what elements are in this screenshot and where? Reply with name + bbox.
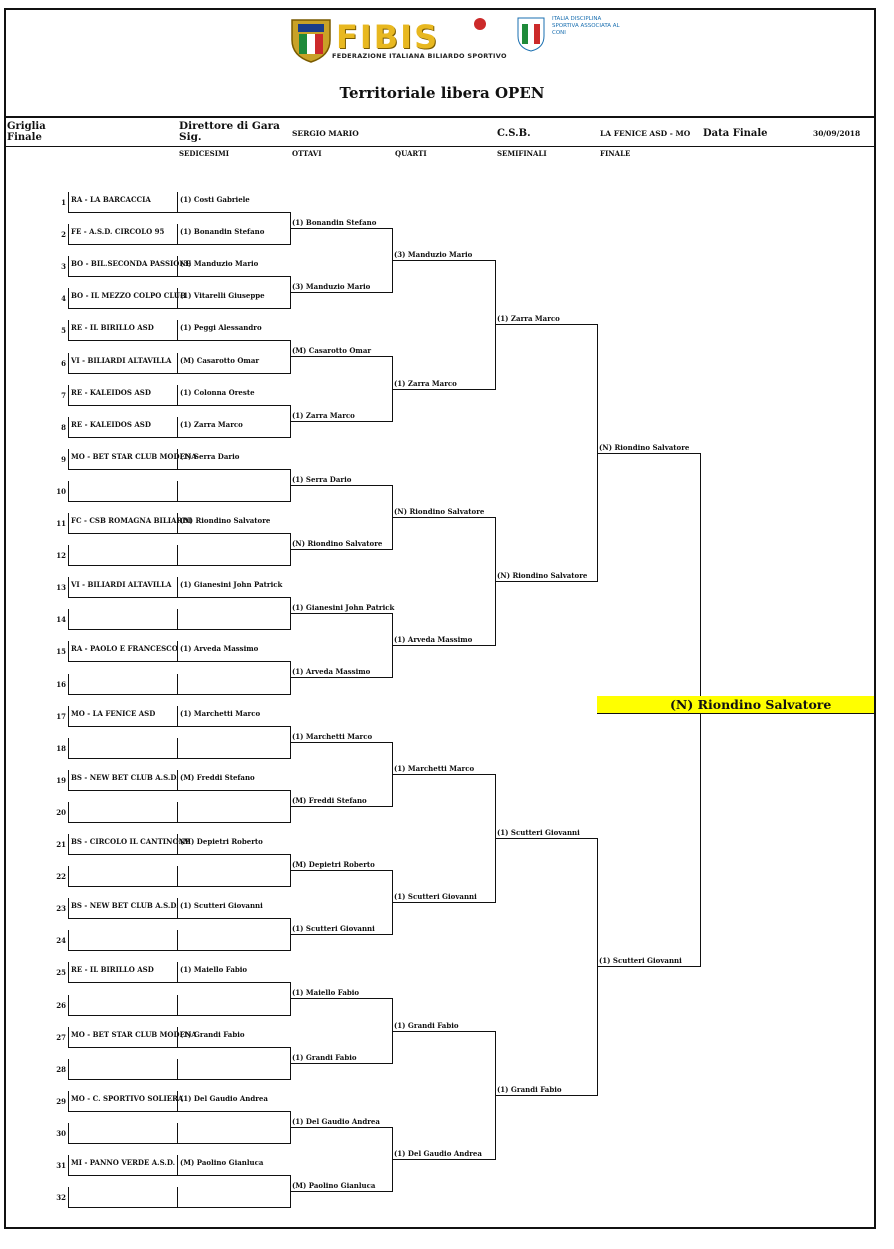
entry-club: VI - BILIARDI ALTAVILLA <box>68 577 178 598</box>
direttore-name: SERGIO MARIO <box>292 129 359 138</box>
coni-logo-text: ITALIA DISCIPLINA SPORTIVA ASSOCIATA AL CONI <box>552 16 620 36</box>
fibis-logo-subtitle: FEDERAZIONE ITALIANA BILIARDO SPORTIVO <box>332 52 507 60</box>
ottavi-winner: (1) Del Gaudio Andrea <box>290 1116 393 1128</box>
ottavi-winner: (1) Zarra Marco <box>290 410 393 422</box>
round-header-semifinali: SEMIFINALI <box>497 149 547 158</box>
data-finale-label: Data Finale <box>703 128 768 139</box>
entry-number: 9 <box>61 454 66 464</box>
entry-player <box>177 1123 291 1144</box>
header-divider <box>4 146 876 147</box>
quarti-winner: (1) Zarra Marco <box>392 378 496 390</box>
fibis-logo-text: FIBIS <box>336 18 440 56</box>
entry-club: RE - IL BIRILLO ASD <box>68 320 178 341</box>
entry-player: (M) Casarotto Omar <box>177 353 291 374</box>
entry-club <box>68 674 178 695</box>
entry-club: FC - CSB ROMAGNA BILIARDI <box>68 513 178 534</box>
entry-player: (M) Freddi Stefano <box>177 770 291 791</box>
ottavi-winner: (N) Riondino Salvatore <box>290 538 393 550</box>
entry-player <box>177 674 291 695</box>
entry-player: (1) Marchetti Marco <box>177 706 291 727</box>
entry-player <box>177 738 291 759</box>
direttore-label: Direttore di Gara Sig. <box>179 120 280 143</box>
round-header-ottavi: OTTAVI <box>292 149 322 158</box>
page-title: Territoriale libera OPEN <box>339 84 545 102</box>
ottavi-winner: (1) Gianesini John Patrick <box>292 603 395 613</box>
entry-player: (1) Serra Dario <box>177 449 291 470</box>
entry-player <box>177 609 291 630</box>
ottavi-winner: (1) Serra Dario <box>290 474 393 486</box>
entry-club: BO - BIL.SECONDA PASSIONE <box>68 256 178 277</box>
entry-player <box>177 802 291 823</box>
entry-player: (1) Del Gaudio Andrea <box>177 1091 291 1112</box>
ottavi-winner: (1) Maiello Fabio <box>290 987 393 999</box>
entry-number: 26 <box>56 1000 66 1010</box>
title-divider <box>4 116 876 118</box>
entry-number: 16 <box>56 679 66 689</box>
entry-club <box>68 1059 178 1080</box>
data-finale-value: 30/09/2018 <box>813 129 861 138</box>
semifinali-connector <box>495 775 496 903</box>
entry-club: MO - C. SPORTIVO SOLIERA <box>68 1091 178 1112</box>
coni-shield-icon <box>516 16 546 52</box>
entry-player: (M) Depietri Roberto <box>177 834 291 855</box>
ottavi-winner: (1) Arveda Massimo <box>290 666 393 678</box>
entry-player <box>177 930 291 951</box>
quarti-winner: (1) Grandi Fabio <box>392 1020 496 1032</box>
semifinali-winner: (1) Scutteri Giovanni <box>495 827 598 839</box>
entry-number: 2 <box>61 230 66 240</box>
entry-number: 12 <box>56 551 66 561</box>
entry-number: 11 <box>56 519 66 528</box>
ottavi-winner: (1) Bonandin Stefano <box>290 217 393 229</box>
finale-winner: (N) Riondino Salvatore <box>597 442 701 454</box>
entry-number: 4 <box>61 294 66 304</box>
entry-club: RA - LA BARCACCIA <box>68 192 178 213</box>
semifinali-winner: (N) Riondino Salvatore <box>495 570 598 582</box>
entry-club: MO - LA FENICE ASD <box>68 706 178 727</box>
entry-club: MI - PANNO VERDE A.S.D. <box>68 1155 178 1176</box>
entry-club <box>68 995 178 1016</box>
entry-number: 23 <box>56 904 66 914</box>
semifinali-winner: (1) Grandi Fabio <box>495 1084 598 1096</box>
entry-player: (1) Peggi Alessandro <box>177 320 291 341</box>
quarti-winner: (1) Scutteri Giovanni <box>392 891 496 903</box>
entry-player: (1) Colonna Oreste <box>177 385 291 406</box>
entry-club: BS - NEW BET CLUB A.S.D. <box>68 770 178 791</box>
entry-player: (1) Costi Gabriele <box>177 192 291 213</box>
entry-number: 24 <box>56 936 66 946</box>
entry-player <box>177 866 291 887</box>
ottavi-winner: (1) Marchetti Marco <box>290 731 393 743</box>
entry-player: (N) Riondino Salvatore <box>177 513 291 534</box>
entry-club: RA - PAOLO E FRANCESCO <box>68 641 178 662</box>
quarti-connector <box>392 229 393 293</box>
griglia-label: Griglia Finale <box>7 121 46 143</box>
quarti-winner: (3) Manduzio Mario <box>392 249 496 261</box>
ottavi-winner: (M) Casarotto Omar <box>290 345 393 357</box>
entry-club: MO - BET STAR CLUB MODENA <box>68 1027 178 1048</box>
entry-player <box>177 1187 291 1208</box>
entry-player: (1) Scutteri Giovanni <box>177 898 291 919</box>
entry-number: 5 <box>61 326 66 336</box>
entry-club <box>68 481 178 502</box>
entry-player: (1) Zarra Marco <box>177 417 291 438</box>
quarti-winner: (1) Del Gaudio Andrea <box>392 1148 496 1160</box>
entry-number: 10 <box>56 486 66 496</box>
entry-number: 3 <box>61 262 66 272</box>
entry-number: 13 <box>56 583 66 593</box>
entry-club: FE - A.S.D. CIRCOLO 95 <box>68 224 178 245</box>
round-header-quarti: QUARTI <box>395 149 427 158</box>
entry-player: (3) Manduzio Mario <box>177 256 291 277</box>
quarti-connector <box>392 871 393 935</box>
entry-player: (1) Bonandin Stefano <box>177 224 291 245</box>
ottavi-winner: (M) Depietri Roberto <box>290 859 393 871</box>
entry-number: 14 <box>56 615 66 625</box>
semifinali-winner: (1) Zarra Marco <box>495 313 598 325</box>
entry-player: (1) Maiello Fabio <box>177 962 291 983</box>
entry-player: (1) Vitarelli Giuseppe <box>177 288 291 309</box>
entry-number: 15 <box>56 647 66 657</box>
entry-club <box>68 930 178 951</box>
entry-number: 32 <box>56 1193 66 1203</box>
quarti-connector <box>392 486 393 550</box>
entry-number: 27 <box>56 1032 66 1042</box>
entry-number: 18 <box>56 743 66 753</box>
entry-number: 7 <box>61 390 66 400</box>
entry-club: RE - KALEIDOS ASD <box>68 417 178 438</box>
entry-club <box>68 802 178 823</box>
entry-number: 21 <box>56 840 66 849</box>
entry-club: RE - IL BIRILLO ASD <box>68 962 178 983</box>
ottavi-winner: (1) Grandi Fabio <box>290 1052 393 1064</box>
entry-player <box>177 1059 291 1080</box>
entry-number: 20 <box>56 807 66 817</box>
entry-player: (1) Gianesini John Patrick <box>177 577 291 598</box>
finale-winner: (1) Scutteri Giovanni <box>597 955 701 967</box>
entry-club <box>68 866 178 887</box>
quarti-connector <box>392 1128 393 1192</box>
entry-club: RE - KALEIDOS ASD <box>68 385 178 406</box>
entry-club: BS - NEW BET CLUB A.S.D. <box>68 898 178 919</box>
entry-number: 22 <box>56 872 66 882</box>
entry-number: 19 <box>56 775 66 785</box>
entry-club <box>68 1187 178 1208</box>
entry-club: MO - BET STAR CLUB MODENA <box>68 449 178 470</box>
entry-number: 1 <box>61 198 66 207</box>
entry-number: 6 <box>61 358 66 368</box>
quarti-winner: (1) Marchetti Marco <box>392 763 496 775</box>
entry-number: 8 <box>61 422 66 432</box>
ottavi-winner: (M) Paolino Gianluca <box>290 1180 393 1192</box>
entry-number: 30 <box>56 1128 66 1138</box>
entry-club <box>68 609 178 630</box>
entry-player: (1) Grandi Fabio <box>177 1027 291 1048</box>
entry-player: (M) Paolino Gianluca <box>177 1155 291 1176</box>
entry-player <box>177 481 291 502</box>
entry-player <box>177 545 291 566</box>
ottavi-winner: (M) Freddi Stefano <box>290 795 393 807</box>
csb-name: LA FENICE ASD - MO <box>600 129 691 138</box>
winner-highlight: (N) Riondino Salvatore <box>597 696 874 714</box>
ottavi-winner: (3) Manduzio Mario <box>290 281 393 293</box>
entry-number: 31 <box>56 1161 66 1170</box>
entry-club <box>68 738 178 759</box>
quarti-connector <box>392 614 393 678</box>
entry-club <box>68 1123 178 1144</box>
entry-club: BO - IL MEZZO COLPO CLUB <box>68 288 178 309</box>
csb-label: C.S.B. <box>497 128 531 139</box>
entry-club: BS - CIRCOLO IL CANTINONE <box>68 834 178 855</box>
quarti-winner: (1) Arveda Massimo <box>392 634 496 646</box>
entry-number: 17 <box>56 711 66 721</box>
entry-number: 28 <box>56 1064 66 1074</box>
entry-club: VI - BILIARDI ALTAVILLA <box>68 353 178 374</box>
entry-club <box>68 545 178 566</box>
entry-number: 25 <box>56 968 66 978</box>
entry-number: 29 <box>56 1096 66 1106</box>
entry-player: (1) Arveda Massimo <box>177 641 291 662</box>
quarti-winner: (N) Riondino Salvatore <box>392 506 496 518</box>
entry-player <box>177 995 291 1016</box>
ottavi-winner: (1) Scutteri Giovanni <box>290 923 393 935</box>
round-header-sedicesimi: SEDICESIMI <box>179 149 229 158</box>
round-header-finale: FINALE <box>600 149 631 158</box>
